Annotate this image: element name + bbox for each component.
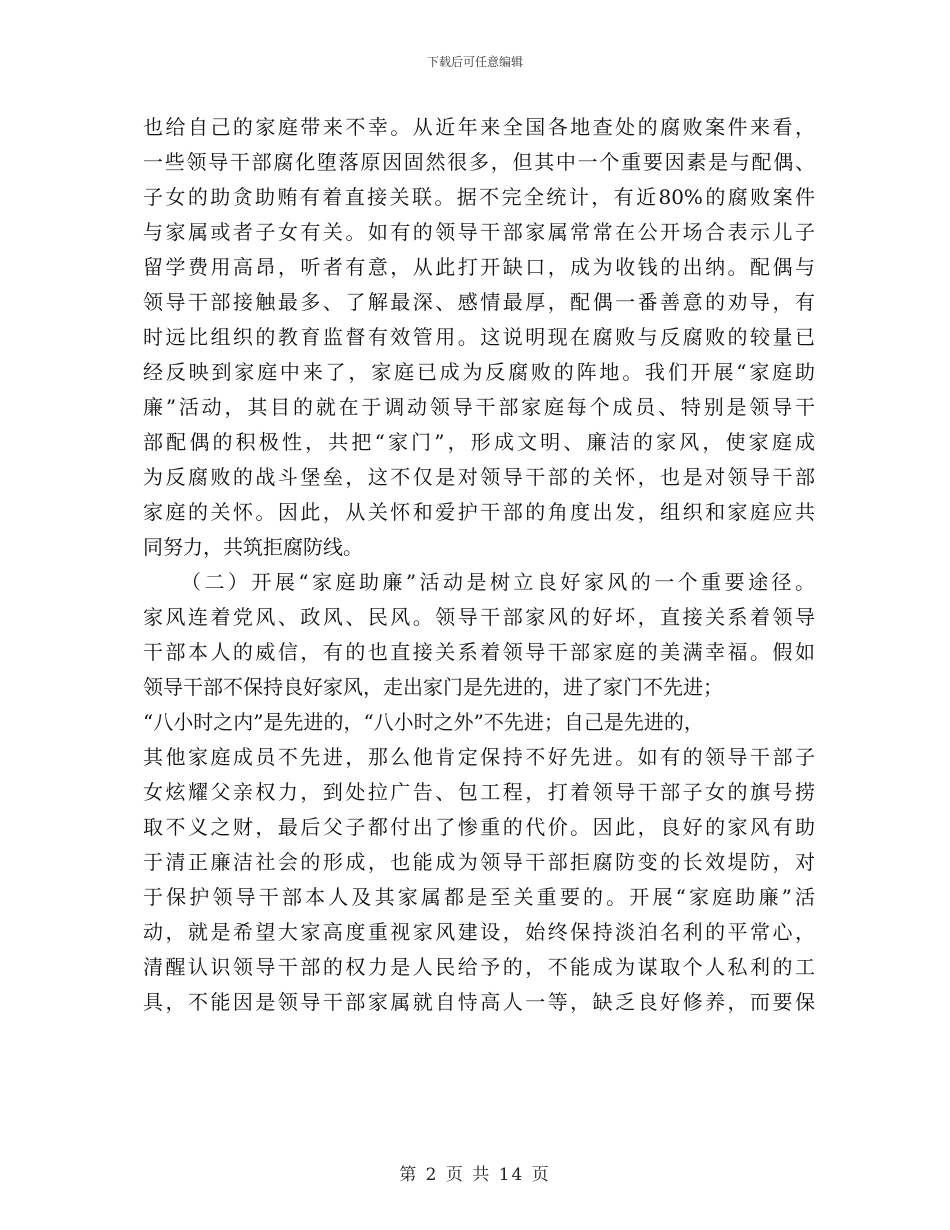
text-line: 子女的助贪助贿有着直接关联。据不完全统计，有近80%的腐败案件 bbox=[143, 185, 815, 209]
text-line: 也给自己的家庭带来不幸。从近年来全国各地查处的腐败案件来看， bbox=[143, 115, 815, 139]
page-footer: 第 2 页 共 14 页 bbox=[399, 1165, 551, 1185]
text-line: 时远比组织的教育监督有效管用。这说明现在腐败与反腐败的较量已 bbox=[143, 325, 815, 349]
page-header: 下载后可任意编辑 bbox=[426, 55, 523, 69]
text-line: 取不义之财，最后父子都付出了惨重的代价。因此，良好的家风有助 bbox=[143, 815, 815, 839]
text-line: 经反映到家庭中来了，家庭已成为反腐败的阵地。我们开展“家庭助 bbox=[143, 360, 815, 384]
paragraph-heading: （二）开展“家庭助廉”活动是树立良好家风的一个重要途径。 bbox=[181, 570, 815, 594]
text-line: 部配偶的积极性，共把“家门”，形成文明、廉洁的家风，使家庭成 bbox=[143, 430, 815, 454]
document-body bbox=[143, 110, 815, 1020]
text-line: 干部本人的威信，有的也直接关系着领导干部家庭的美满幸福。假如 bbox=[143, 640, 815, 664]
text-line: 于清正廉洁社会的形成，也能成为领导干部拒腐防变的长效堤防，对 bbox=[143, 850, 815, 874]
text-line: 领导干部不保持良好家风，走出家门是先进的，进了家门不先进； bbox=[143, 675, 723, 699]
text-line: 廉”活动，其目的就在于调动领导干部家庭每个成员、特别是领导干 bbox=[143, 395, 815, 419]
text-line: 清醒认识领导干部的权力是人民给予的，不能成为谋取个人私利的工 bbox=[143, 955, 815, 979]
text-line: 与家属或者子女有关。如有的领导干部家属常常在公开场合表示儿子 bbox=[143, 220, 815, 244]
text-line: “八小时之内”是先进的，“八小时之外”不先进；自己是先进的， bbox=[143, 710, 704, 734]
text-line: 于保护领导干部本人及其家属都是至关重要的。开展“家庭助廉”活 bbox=[143, 885, 815, 909]
text-line: 女炫耀父亲权力，到处拉广告、包工程，打着领导干部子女的旗号捞 bbox=[143, 780, 815, 804]
text-line: 动，就是希望大家高度重视家风建设，始终保持淡泊名利的平常心， bbox=[143, 920, 815, 944]
text-line: 家庭的关怀。因此，从关怀和爱护干部的角度出发，组织和家庭应共 bbox=[143, 500, 815, 524]
text-line: 其他家庭成员不先进，那么他肯定保持不好先进。如有的领导干部子 bbox=[143, 745, 815, 769]
text-line: 领导干部接触最多、了解最深、感情最厚，配偶一番善意的劝导，有 bbox=[143, 290, 815, 314]
text-line: 家风连着党风、政风、民风。领导干部家风的好坏，直接关系着领导 bbox=[143, 605, 815, 629]
text-line: 为反腐败的战斗堡垒，这不仅是对领导干部的关怀，也是对领导干部 bbox=[143, 465, 815, 489]
text-line: 同努力，共筑拒腐防线。 bbox=[143, 535, 363, 559]
text-line: 具，不能因是领导干部家属就自恃高人一等，缺乏良好修养，而要保 bbox=[143, 990, 815, 1014]
text-line: 一些领导干部腐化堕落原因固然很多，但其中一个重要因素是与配偶、 bbox=[143, 150, 815, 174]
text-line: 留学费用高昂，听者有意，从此打开缺口，成为收钱的出纳。配偶与 bbox=[143, 255, 815, 279]
